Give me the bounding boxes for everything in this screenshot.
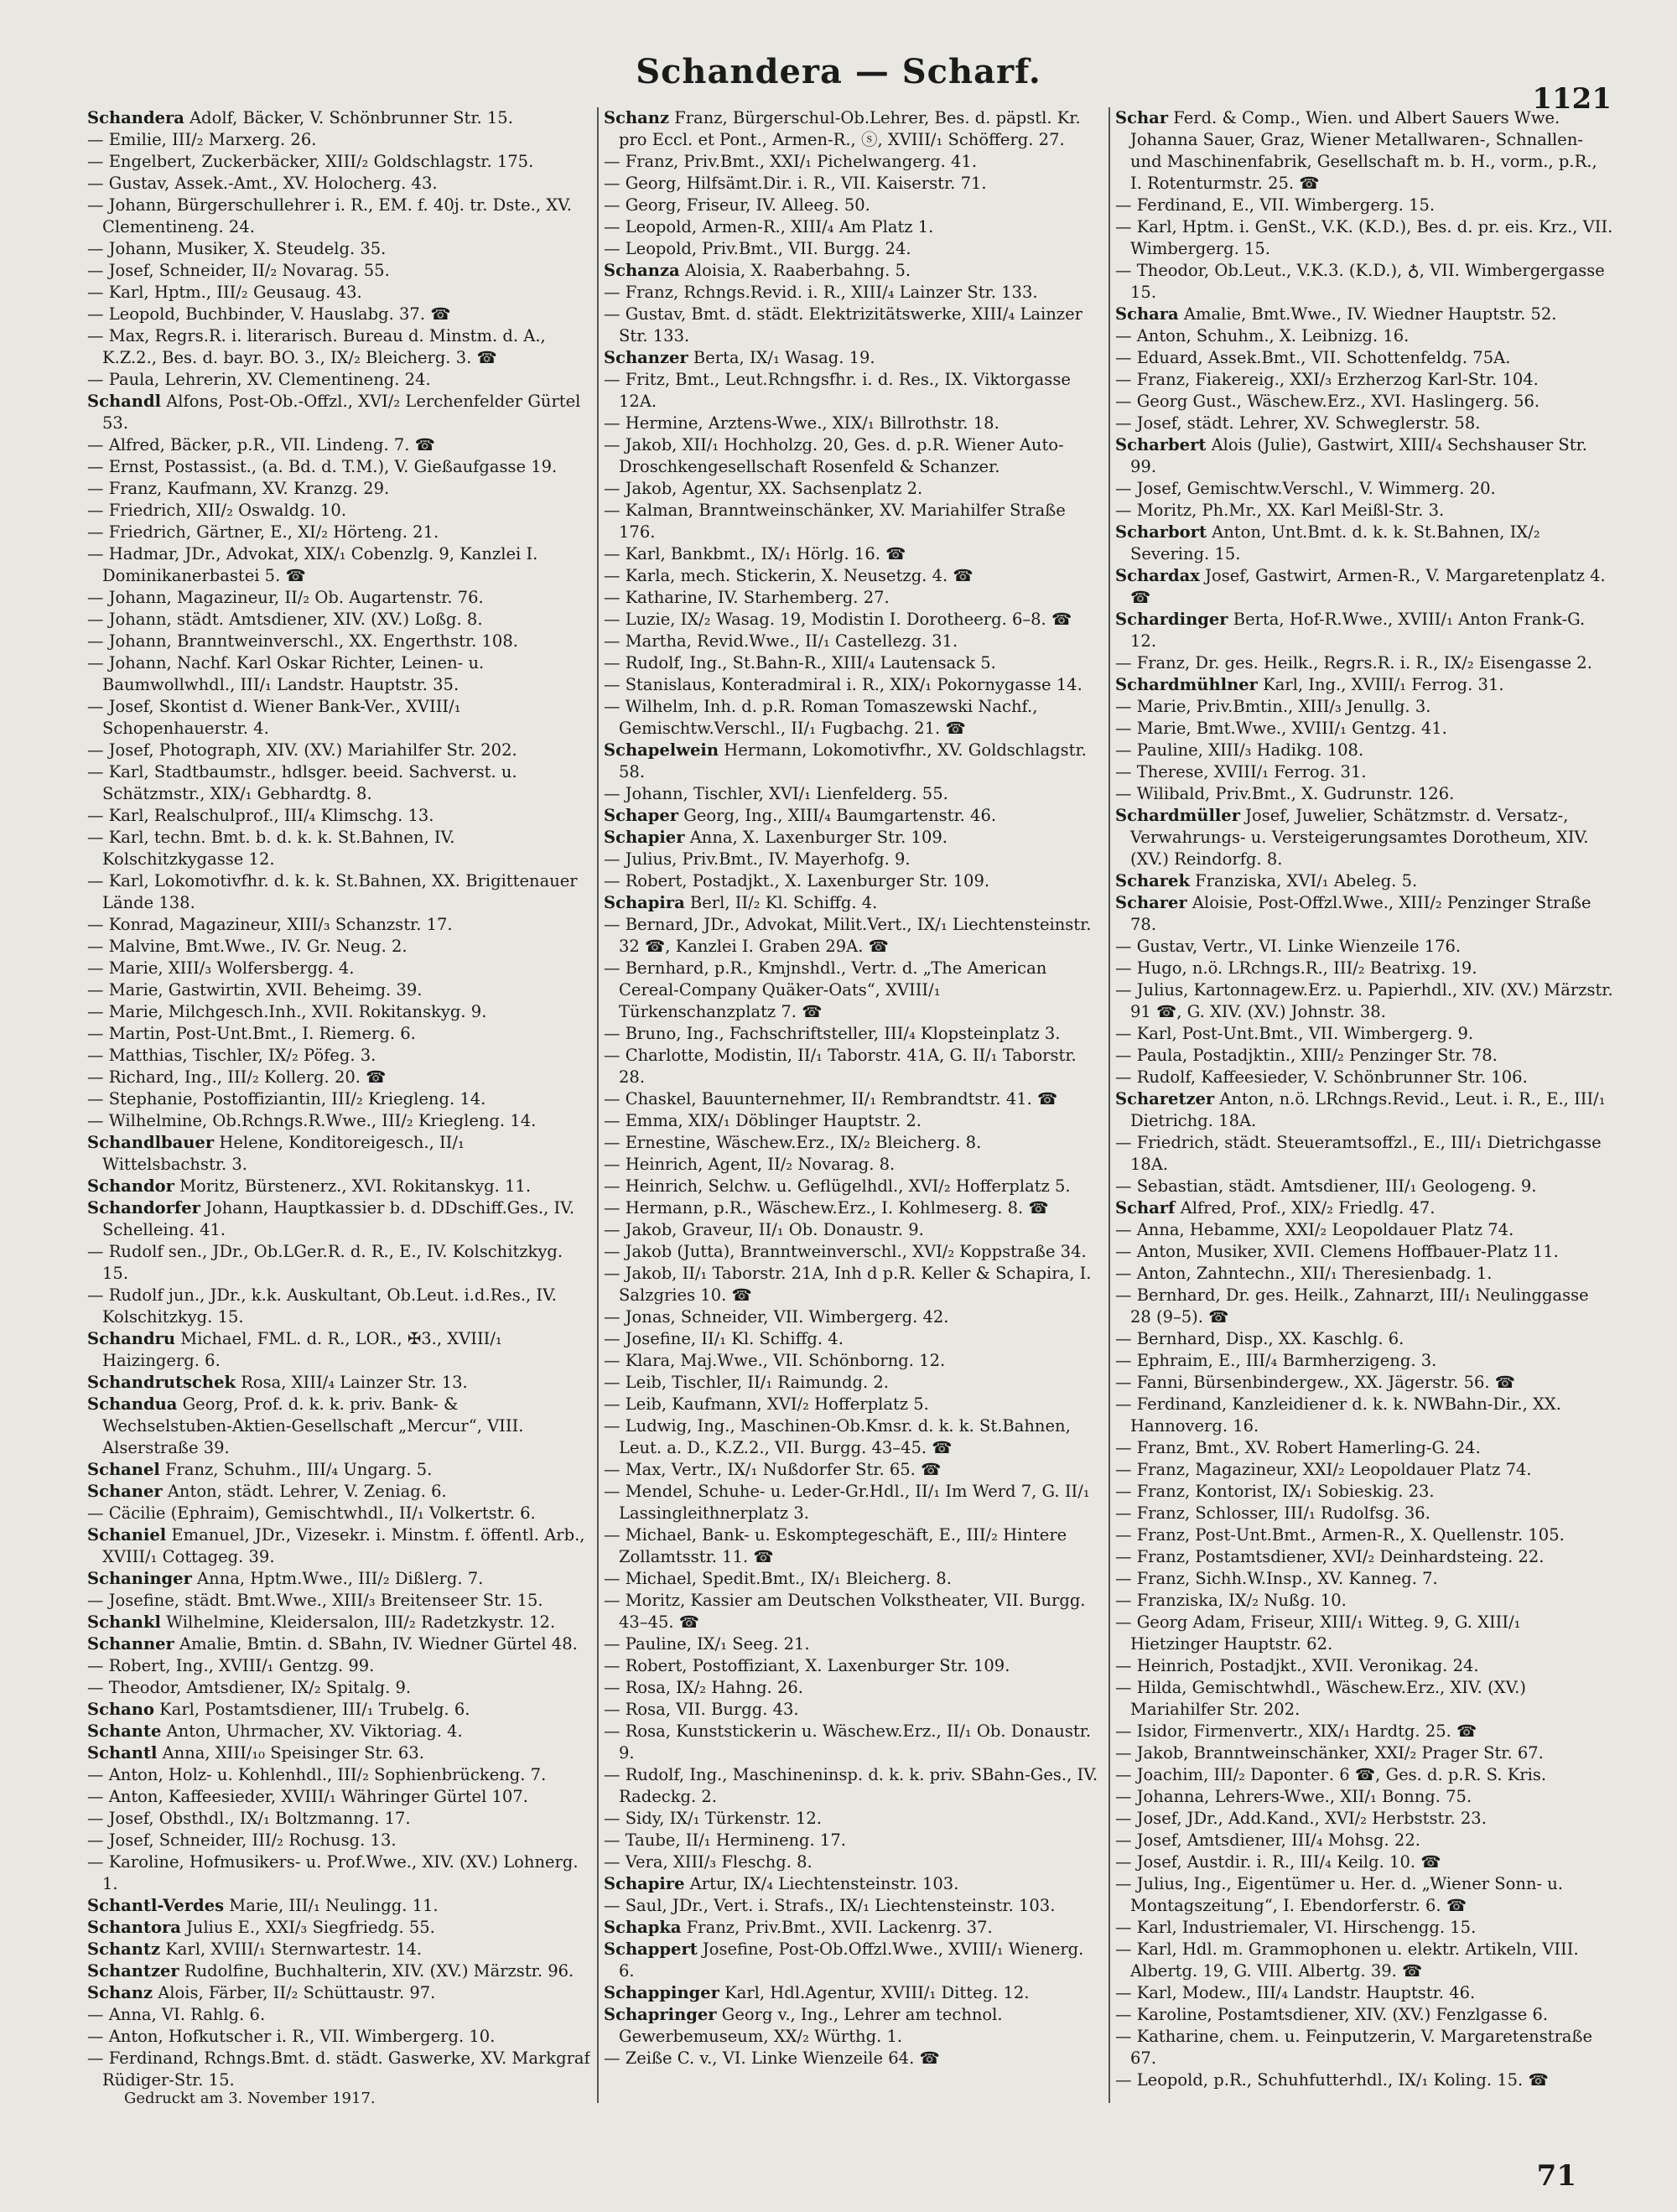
directory-entry: — Malvine, Bmt.Wwe., IV. Gr. Neug. 2. bbox=[87, 937, 408, 956]
directory-entry: — Johann, Nachf. Karl Oskar Richter, Leinen- u. Baumwollwhdl., III/₁ Landstr. Hauptstr. 35. bbox=[87, 653, 485, 694]
directory-entry: Schappinger Karl, Hdl.Agentur, XVIII/₁ Ditteg. 12. bbox=[604, 1983, 1030, 2002]
directory-entry: Schanz Franz, Bürgerschul-Ob.Lehrer, Bes. d. päpstl. Kr. pro Eccl. et Pont., Armen-R., ⓢ, XVIII/₁ Schöfferg. 27. bbox=[604, 108, 1081, 149]
directory-entry: Schankl Wilhelmine, Kleidersalon, III/₂ Radetzkystr. 12. bbox=[87, 1612, 556, 1632]
directory-entry: — Heinrich, Selchw. u. Geflügelhdl., XVI/₂ Hofferplatz 5. bbox=[604, 1176, 1071, 1196]
directory-entry: — Gustav, Vertr., VI. Linke Wienzeile 176. bbox=[1115, 937, 1462, 956]
directory-entry: Schapelwein Hermann, Lokomotivfhr., XV. Goldschlagstr. 58. bbox=[604, 740, 1087, 781]
directory-entry: — Taube, II/₁ Hermineng. 17. bbox=[604, 1830, 846, 1850]
directory-entry: — Konrad, Magazineur, XIII/₃ Schanzstr. 17. bbox=[87, 915, 453, 934]
directory-entry: — Joachim, III/₂ Dapontег. 6 ☎, Ges. d. p.R. S. Kris. bbox=[1115, 1765, 1547, 1784]
directory-entry: — Matthias, Tischler, IX/₂ Pöfeg. 3. bbox=[87, 1046, 376, 1065]
directory-entry: — Ernst, Postassist., (a. Bd. d. T.M.), V. Gießaufgasse 19. bbox=[87, 457, 558, 476]
directory-entry: — Sidy, IX/₁ Türkenstr. 12. bbox=[604, 1809, 823, 1828]
directory-entry: — Jakob, Branntweinschänker, XXI/₂ Prager Str. 67. bbox=[1115, 1743, 1544, 1763]
directory-entry: — Ferdinand, Rchngs.Bmt. d. städt. Gaswerke, XV. Markgraf Rüdiger-Str. 15. bbox=[87, 2048, 590, 2090]
directory-entry: — Jakob, XII/₁ Hochholzg. 20, Ges. d. p.R. Wiener Auto-Droschkengesellschaft Rosenfeld & Schanzer. bbox=[604, 435, 1064, 476]
directory-entry: Schardmühlner Karl, Ing., XVIII/₁ Ferrog. 31. bbox=[1115, 675, 1504, 694]
directory-entry: — Jakob, Agentur, XX. Sachsenplatz 2. bbox=[604, 479, 923, 498]
directory-entry: — Michael, Bank- u. Eskomptegeschäft, E., III/₂ Hintere Zollamtsstr. 11. ☎ bbox=[604, 1525, 1067, 1566]
directory-entry: — Ludwig, Ing., Maschinen-Ob.Kmsr. d. k. k. St.Bahnen, Leut. a. D., K.Z.2., VII. Burgg. 43–45. ☎ bbox=[604, 1416, 1071, 1457]
directory-column-2 bbox=[597, 107, 1102, 2103]
directory-entry: — Marie, Gastwirtin, XVII. Beheimg. 39. bbox=[87, 980, 423, 1000]
directory-entry: — Bruno, Ing., Fachschriftsteller, III/₄ Klopsteinplatz 3. bbox=[604, 1024, 1061, 1043]
directory-entry: Schantzer Rudolfine, Buchhalterin, XIV. (XV.) Märzstr. 96. bbox=[87, 1961, 574, 1981]
directory-entry: Schardinger Berta, Hof-R.Wwe., XVIII/₁ Anton Frank-G. 12. bbox=[1115, 610, 1586, 651]
directory-entry: — Alfred, Bäcker, p.R., VII. Lindeng. 7. ☎ bbox=[87, 435, 435, 454]
directory-entry: — Charlotte, Modistin, II/₁ Taborstr. 41A, G. II/₁ Taborstr. 28. bbox=[604, 1046, 1077, 1087]
directory-entry: — Anton, Hofkutscher i. R., VII. Wimbergerg. 10. bbox=[87, 2027, 496, 2046]
directory-entry: — Jonas, Schneider, VII. Wimbergerg. 42. bbox=[604, 1307, 949, 1327]
directory-entry: — Jakob (Jutta), Branntweinverschl., XVI/₂ Koppstraße 34. bbox=[604, 1242, 1087, 1261]
directory-entry: — Josef, Schneider, II/₂ Novarag. 55. bbox=[87, 261, 390, 280]
directory-entry: — Zeiße C. v., VI. Linke Wienzeile 64. ☎ bbox=[604, 2048, 940, 2068]
directory-entry: — Rudolf sen., JDr., Ob.LGer.R. d. R., E., IV. Kolschitzkyg. 15. bbox=[87, 1242, 563, 1283]
directory-entry: — Saul, JDr., Vert. i. Strafs., IX/₁ Liechtensteinstr. 103. bbox=[604, 1896, 1056, 1915]
directory-entry: Schantl Anna, XIII/₁₀ Speisinger Str. 63. bbox=[87, 1743, 424, 1763]
directory-entry: Scharbort Anton, Unt.Bmt. d. k. k. St.Bahnen, IX/₂ Severing. 15. bbox=[1115, 522, 1540, 563]
directory-entry: Schandorfer Johann, Hauptkassier b. d. DDschiff.Ges., IV. Schelleing. 41. bbox=[87, 1198, 575, 1239]
directory-entry: — Josef, Schneider, III/₂ Rochusg. 13. bbox=[87, 1830, 397, 1850]
directory-entry: Schanz Alois, Färber, II/₂ Schüttaustr. 97. bbox=[87, 1983, 436, 2002]
directory-entry: — Katharine, IV. Starhemberg. 27. bbox=[604, 588, 890, 607]
directory-entry: — Marie, XIII/₃ Wolfersbergg. 4. bbox=[87, 958, 355, 978]
directory-entry: — Eduard, Assek.Bmt., VII. Schottenfeldg. 75A. bbox=[1115, 348, 1511, 367]
directory-entry: — Josefine, II/₁ Kl. Schiffg. 4. bbox=[604, 1329, 844, 1348]
directory-entry: Schapka Franz, Priv.Bmt., XVII. Lackenrg. 37. bbox=[604, 1918, 993, 1937]
directory-entry: — Therese, XVIII/₁ Ferrog. 31. bbox=[1115, 762, 1367, 781]
directory-entry: — Gustav, Bmt. d. städt. Elektrizitätswerke, XIII/₄ Lainzer Str. 133. bbox=[604, 304, 1083, 345]
directory-entry: — Bernhard, Dr. ges. Heilk., Zahnarzt, III/₁ Neulinggasse 28 (9–5). ☎ bbox=[1115, 1285, 1589, 1327]
directory-entry: Schaninger Anna, Hptm.Wwe., III/₂ Dißlerg. 7. bbox=[87, 1569, 484, 1588]
directory-entry: — Hermine, Arztens-Wwe., XIX/₁ Billrothstr. 18. bbox=[604, 413, 999, 433]
directory-entry: — Johann, Musiker, X. Steudelg. 35. bbox=[87, 239, 387, 258]
directory-entry: — Friedrich, städt. Steueramtsoffzl., E., III/₁ Dietrichgasse 18A. bbox=[1115, 1133, 1602, 1174]
directory-entry: — Anton, Holz- u. Kohlenhdl., III/₂ Sophienbrückeng. 7. bbox=[87, 1765, 547, 1784]
directory-entry: — Martha, Revid.Wwe., II/₁ Castellezg. 31. bbox=[604, 631, 958, 651]
directory-entry: — Wilibald, Priv.Bmt., X. Gudrunstr. 126. bbox=[1115, 784, 1455, 803]
directory-entry: — Friedrich, XII/₂ Oswaldg. 10. bbox=[87, 501, 347, 520]
directory-entry: Schantl-Verdes Marie, III/₁ Neulingg. 11. bbox=[87, 1896, 439, 1915]
directory-entry: — Franz, Priv.Bmt., XXI/₁ Pichelwangerg. 41. bbox=[604, 152, 978, 171]
directory-entry: — Josef, Obsthdl., IX/₁ Boltzmanng. 17. bbox=[87, 1809, 411, 1828]
directory-entry: — Katharine, chem. u. Feinputzerin, V. Margaretenstraße 67. bbox=[1115, 2027, 1593, 2068]
directory-entry: — Rudolf, Kaffeesieder, V. Schönbrunner Str. 106. bbox=[1115, 1067, 1528, 1087]
directory-entry: — Theodor, Amtsdiener, IX/₂ Spitalg. 9. bbox=[87, 1678, 412, 1697]
directory-entry: Schapringer Georg v., Ing., Lehrer am technol. Gewerbemuseum, XX/₂ Würthg. 1. bbox=[604, 2005, 1003, 2046]
directory-entry: — Karl, Hptm. i. GenSt., V.K. (K.D.), Bes. d. pr. eis. Krz., VII. Wimbergerg. 15. bbox=[1115, 217, 1613, 258]
directory-entry: — Anna, VI. Rahlg. 6. bbox=[87, 2005, 266, 2024]
directory-entry: — Franz, Magazineur, XXI/₂ Leopoldauer Platz 74. bbox=[1115, 1460, 1532, 1479]
directory-entry: — Rudolf jun., JDr., k.k. Auskultant, Ob.Leut. i.d.Res., IV. Kolschitzkyg. 15. bbox=[87, 1285, 558, 1327]
directory-entry: — Hermann, p.R., Wäschew.Erz., I. Kohlmeserg. 8. ☎ bbox=[604, 1198, 1049, 1218]
directory-entry: — Anton, Musiker, XVII. Clemens Hoffbauer-Platz 11. bbox=[1115, 1242, 1559, 1261]
directory-entry: — Rosa, IX/₂ Hahng. 26. bbox=[604, 1678, 803, 1697]
directory-entry: — Emma, XIX/₁ Döblinger Hauptstr. 2. bbox=[604, 1111, 922, 1130]
directory-entry: — Stephanie, Postoffiziantin, III/₂ Kriegleng. 14. bbox=[87, 1089, 486, 1109]
directory-entry: Schanzer Berta, IX/₁ Wasag. 19. bbox=[604, 348, 875, 367]
directory-entry: — Karl, Stadtbaumstr., hdlsger. beeid. Sachverst. u. Schätzmstr., XIX/₁ Gebhardtg. 8. bbox=[87, 762, 517, 803]
directory-entry: — Heinrich, Agent, II/₂ Novarag. 8. bbox=[604, 1155, 896, 1174]
directory-entry: — Paula, Postadjktin., XIII/₂ Penzinger Str. 78. bbox=[1115, 1046, 1498, 1065]
directory-entry: — Josef, städt. Lehrer, XV. Schweglerstr. 58. bbox=[1115, 413, 1481, 433]
directory-entry: — Karla, mech. Stickerin, X. Neusetzg. 4. ☎ bbox=[604, 566, 973, 585]
directory-entry: Schandlbauer Helene, Konditoreigesch., II/₁ Wittelsbachstr. 3. bbox=[87, 1133, 465, 1174]
directory-entry: — Leib, Kaufmann, XVI/₂ Hofferplatz 5. bbox=[604, 1394, 929, 1414]
directory-entry: — Josef, Skontist d. Wiener Bank-Ver., XVIII/₁ Schopenhauerstr. 4. bbox=[87, 697, 461, 738]
directory-entry: Scharf Alfred, Prof., XIX/₂ Friedlg. 47. bbox=[1115, 1198, 1436, 1218]
directory-entry: — Leopold, Buchbinder, V. Hauslabg. 37. ☎ bbox=[87, 304, 451, 324]
directory-entry: Schaniel Emanuel, JDr., Vizesekr. i. Minstm. f. öffentl. Arb., XVIII/₁ Cottageg. 39. bbox=[87, 1525, 585, 1566]
directory-entry: — Georg Adam, Friseur, XIII/₁ Witteg. 9, G. XIII/₁ Hietzinger Hauptstr. 62. bbox=[1115, 1612, 1521, 1654]
directory-entry: — Georg Gust., Wäschew.Erz., XVI. Haslingerg. 56. bbox=[1115, 392, 1540, 411]
directory-entry: — Georg, Hilfsämt.Dir. i. R., VII. Kaiserstr. 71. bbox=[604, 174, 987, 193]
directory-entry: Schardmüller Josef, Juwelier, Schätzmstr. d. Versatz-, Verwahrungs- u. Versteigerungsamtes Dorotheum, XIV. (XV.) Reindorfg. 8. bbox=[1115, 806, 1589, 869]
directory-entry: — Franz, Postamtsdiener, XVI/₂ Deinhardsteing. 22. bbox=[1115, 1547, 1545, 1566]
directory-entry: — Hadmar, JDr., Advokat, XIX/₁ Cobenzlg. 9, Kanzlei I. Dominikanerbastei 5. ☎ bbox=[87, 544, 538, 585]
directory-entry: — Kalman, Branntweinschänker, XV. Mariahilfer Straße 176. bbox=[604, 501, 1066, 542]
directory-entry: Schanel Franz, Schuhm., III/₄ Ungarg. 5. bbox=[87, 1460, 433, 1479]
directory-entry: — Karl, Hptm., III/₂ Geusaug. 43. bbox=[87, 283, 362, 302]
directory-entry: — Rudolf, Ing., St.Bahn-R., XIII/₄ Lautensack 5. bbox=[604, 653, 996, 672]
directory-entry: — Max, Regrs.R. i. literarisch. Bureau d. Minstm. d. A., K.Z.2., Bes. d. bayr. BO. 3., IX/₂ Bleicherg. 3. ☎ bbox=[87, 326, 546, 367]
directory-entry: — Vera, XIII/₃ Fleschg. 8. bbox=[604, 1852, 813, 1872]
directory-entry: Schantora Julius E., XXI/₃ Siegfriedg. 55. bbox=[87, 1918, 435, 1937]
directory-entry: — Karl, techn. Bmt. b. d. k. k. St.Bahnen, IV. Kolschitzkygasse 12. bbox=[87, 828, 455, 869]
directory-entry: — Josefine, städt. Bmt.Wwe., XIII/₃ Breitenseer Str. 15. bbox=[87, 1591, 543, 1610]
directory-entry: — Franz, Kaufmann, XV. Kranzg. 29. bbox=[87, 479, 390, 498]
directory-entry: — Bernhard, p.R., Kmjnshdl., Vertr. d. „The American Cereal-Company Quäker-Oats“, XVIII/₁ Türkenschanzplatz 7. ☎ bbox=[604, 958, 1047, 1021]
directory-entry: Scharbert Alois (Julie), Gastwirt, XIII/₄ Sechshauser Str. 99. bbox=[1115, 435, 1587, 476]
page-number: 1121 bbox=[1532, 82, 1612, 116]
directory-entry: — Julius, Ing., Eigentümer u. Her. d. „Wiener Sonn- u. Montagszeitung“, I. Ebendorferstr. 6. ☎ bbox=[1115, 1874, 1564, 1915]
directory-entry: — Robert, Ing., XVIII/₁ Gentzg. 99. bbox=[87, 1656, 375, 1675]
directory-entry: — Theodor, Ob.Leut., V.K.3. (K.D.), ♁, VII. Wimbergergasse 15. bbox=[1115, 261, 1605, 302]
directory-entry: — Johann, Magazineur, II/₂ Ob. Augartenstr. 76. bbox=[87, 588, 484, 607]
directory-entry: — Karl, Modew., III/₄ Landstr. Hauptstr. 46. bbox=[1115, 1983, 1476, 2002]
directory-entry: — Klara, Maj.Wwe., VII. Schönborng. 12. bbox=[604, 1351, 946, 1370]
directory-entry: Schante Anton, Uhrmacher, XV. Viktoriag. 4. bbox=[87, 1721, 463, 1741]
directory-column-1 bbox=[87, 107, 590, 2103]
directory-entry: — Chaskel, Bauunternehmer, II/₁ Rembrandtstr. 41. ☎ bbox=[604, 1089, 1058, 1109]
directory-entry: — Josef, Gemischtw.Verschl., V. Wimmerg. 20. bbox=[1115, 479, 1496, 498]
directory-entry: Schaper Georg, Ing., XIII/₄ Baumgartenstr. 46. bbox=[604, 806, 997, 825]
directory-entry: Scharek Franziska, XVI/₁ Abeleg. 5. bbox=[1115, 871, 1418, 891]
directory-entry: — Franz, Post-Unt.Bmt., Armen-R., X. Quellenstr. 105. bbox=[1115, 1525, 1565, 1545]
directory-entry: — Josef, Photograph, XIV. (XV.) Mariahilfer Str. 202. bbox=[87, 740, 517, 760]
directory-entry: — Luzie, IX/₂ Wasag. 19, Modistin I. Dorotheerg. 6–8. ☎ bbox=[604, 610, 1072, 629]
directory-entry: — Franz, Rchngs.Revid. i. R., XIII/₄ Lainzer Str. 133. bbox=[604, 283, 1038, 302]
directory-entry: Schanner Amalie, Bmtin. d. SBahn, IV. Wiedner Gürtel 48. bbox=[87, 1634, 578, 1654]
directory-entry: — Friedrich, Gärtner, E., XI/₂ Hörteng. 21. bbox=[87, 522, 439, 542]
directory-entry: — Ferdinand, Kanzleidiener d. k. k. NWBahn-Dir., XX. Hannoverg. 16. bbox=[1115, 1394, 1561, 1436]
directory-entry: — Johann, Branntweinverschl., XX. Engerthstr. 108. bbox=[87, 631, 518, 651]
directory-entry: Schapire Artur, IX/₄ Liechtensteinstr. 103. bbox=[604, 1874, 959, 1893]
directory-entry: — Max, Vertr., IX/₁ Nußdorfer Str. 65. ☎ bbox=[604, 1460, 942, 1479]
directory-entry: — Julius, Priv.Bmt., IV. Mayerhofg. 9. bbox=[604, 849, 911, 869]
directory-entry: — Stanislaus, Konteradmiral i. R., XIX/₁ Pokornygasse 14. bbox=[604, 675, 1083, 694]
directory-entry: — Franz, Kontorist, IX/₁ Sobieskig. 23. bbox=[1115, 1482, 1435, 1501]
directory-entry: — Karoline, Hofmusikers- u. Prof.Wwe., XIV. (XV.) Lohnerg. 1. bbox=[87, 1852, 579, 1893]
directory-entry: — Heinrich, Postadjkt., XVII. Veronikag. 24. bbox=[1115, 1656, 1479, 1675]
directory-entry: — Martin, Post-Unt.Bmt., I. Riemerg. 6. bbox=[87, 1024, 416, 1043]
directory-entry: — Ernestine, Wäschew.Erz., IX/₂ Bleicherg. 8. bbox=[604, 1133, 982, 1152]
directory-entry: — Franz, Sichh.W.Insp., XV. Kanneg. 7. bbox=[1115, 1569, 1438, 1588]
directory-entry: — Pauline, IX/₁ Seeg. 21. bbox=[604, 1634, 810, 1654]
directory-entry: — Wilhelm, Inh. d. p.R. Roman Tomaszewski Nachf., Gemischtw.Verschl., II/₁ Fugbachg. 21. ☎ bbox=[604, 697, 1038, 738]
directory-entry: — Karl, Bankbmt., IX/₁ Hörlg. 16. ☎ bbox=[604, 544, 906, 563]
directory-entry: — Anna, Hebamme, XXI/₂ Leopoldauer Platz 74. bbox=[1115, 1220, 1514, 1239]
directory-entry: — Bernhard, Disp., XX. Kaschlg. 6. bbox=[1115, 1329, 1404, 1348]
directory-entry: — Karl, Lokomotivfhr. d. k. k. St.Bahnen, XX. Brigittenauer Lände 138. bbox=[87, 871, 578, 912]
directory-entry: — Franz, Dr. ges. Heilk., Regrs.R. i. R., IX/₂ Eisengasse 2. bbox=[1115, 653, 1592, 672]
sheet-number: 71 bbox=[1536, 2159, 1576, 2193]
directory-entry: — Michael, Spedit.Bmt., IX/₁ Bleicherg. 8. bbox=[604, 1569, 952, 1588]
directory-entry: Schandor Moritz, Bürstenerz., XVI. Rokitanskyg. 11. bbox=[87, 1176, 532, 1196]
directory-entry: — Johann, Tischler, XVI/₁ Lienfelderg. 55. bbox=[604, 784, 948, 803]
directory-entry: Schandru Michael, FML. d. R., LOR., ✠3., XVIII/₁ Haizingerg. 6. bbox=[87, 1329, 502, 1370]
directory-entry: — Sebastian, städt. Amtsdiener, III/₁ Geologeng. 9. bbox=[1115, 1176, 1537, 1196]
directory-entry: — Jakob, Graveur, II/₁ Ob. Donaustr. 9. bbox=[604, 1220, 924, 1239]
directory-entry: — Ephraim, E., III/₄ Barmherzigeng. 3. bbox=[1115, 1351, 1437, 1370]
directory-entry: — Leopold, Armen-R., XIII/₄ Am Platz 1. bbox=[604, 217, 934, 236]
directory-entry: Schara Amalie, Bmt.Wwe., IV. Wiedner Hauptstr. 52. bbox=[1115, 304, 1557, 324]
directory-entry: — Karl, Industriemaler, VI. Hirschengg. 15. bbox=[1115, 1918, 1477, 1937]
directory-entry: — Fritz, Bmt., Leut.Rchngsfhr. i. d. Res., IX. Viktorgasse 12A. bbox=[604, 370, 1071, 411]
directory-entry: — Josef, Austdir. i. R., III/₄ Keilg. 10. ☎ bbox=[1115, 1852, 1441, 1872]
directory-entry: — Emilie, III/₂ Marxerg. 26. bbox=[87, 130, 317, 149]
directory-entry: — Franz, Fiakereig., XXI/₃ Erzherzog Karl-Str. 104. bbox=[1115, 370, 1539, 389]
directory-entry: — Rosa, VII. Burgg. 43. bbox=[604, 1700, 799, 1719]
directory-entry: — Karl, Hdl. m. Grammophonen u. elektr. Artikeln, VIII. Albertg. 19, G. VIII. Albertg. 39. ☎ bbox=[1115, 1939, 1579, 1981]
directory-entry: — Hilda, Gemischtwhdl., Wäschew.Erz., XIV. (XV.) Mariahilfer Str. 202. bbox=[1115, 1678, 1527, 1719]
directory-entry: — Johann, städt. Amtsdiener, XIV. (XV.) Loßg. 8. bbox=[87, 610, 483, 629]
directory-entry: — Leopold, Priv.Bmt., VII. Burgg. 24. bbox=[604, 239, 911, 258]
directory-entry: — Wilhelmine, Ob.Rchngs.R.Wwe., III/₂ Kriegleng. 14. bbox=[87, 1111, 537, 1130]
print-date: Gedruckt am 3. November 1917. bbox=[124, 2090, 376, 2107]
directory-entry: — Franz, Schlosser, III/₁ Rudolfsg. 36. bbox=[1115, 1503, 1430, 1523]
directory-entry: — Paula, Lehrerin, XV. Clementineng. 24. bbox=[87, 370, 431, 389]
directory-entry: — Marie, Bmt.Wwe., XVIII/₁ Gentzg. 41. bbox=[1115, 719, 1447, 738]
directory-entry: — Fanni, Bürsenbindergew., XX. Jägerstr. 56. ☎ bbox=[1115, 1373, 1516, 1392]
directory-entry: — Robert, Postoffiziant, X. Laxenburger Str. 109. bbox=[604, 1656, 1010, 1675]
directory-entry: Scharetzer Anton, n.ö. LRchngs.Revid., Leut. i. R., E., III/₁ Dietrichg. 18A. bbox=[1115, 1089, 1606, 1130]
directory-entry: — Leib, Tischler, II/₁ Raimundg. 2. bbox=[604, 1373, 889, 1392]
page-title: Schandera — Scharf. bbox=[636, 52, 1041, 91]
directory-entry: Schantz Karl, XVIII/₁ Sternwartestr. 14. bbox=[87, 1939, 423, 1959]
directory-entry: — Jakob, II/₁ Taborstr. 21A, Inh d p.R. Keller & Schapira, I. Salzgries 10. ☎ bbox=[604, 1264, 1092, 1305]
directory-entry: — Moritz, Ph.Mr., XX. Karl Meißl-Str. 3. bbox=[1115, 501, 1445, 520]
directory-entry: Schapira Berl, II/₂ Kl. Schiffg. 4. bbox=[604, 893, 878, 912]
directory-entry: — Moritz, Kassier am Deutschen Volkstheater, VII. Burgg. 43–45. ☎ bbox=[604, 1591, 1086, 1632]
directory-column-3 bbox=[1108, 107, 1613, 2103]
directory-entry: — Marie, Milchgesch.Inh., XVII. Rokitanskyg. 9. bbox=[87, 1002, 487, 1021]
directory-entry: Schardax Josef, Gastwirt, Armen-R., V. Margaretenplatz 4. ☎ bbox=[1115, 566, 1606, 607]
directory-entry: — Anton, Schuhm., X. Leibnizg. 16. bbox=[1115, 326, 1410, 345]
directory-entry: — Franz, Bmt., XV. Robert Hamerling-G. 24. bbox=[1115, 1438, 1481, 1457]
directory-entry: — Hugo, n.ö. LRchngs.R., III/₂ Beatrixg. 19. bbox=[1115, 958, 1477, 978]
directory-entry: Schapier Anna, X. Laxenburger Str. 109. bbox=[604, 828, 948, 847]
directory-entry: — Engelbert, Zuckerbäcker, XIII/₂ Goldschlagstr. 175. bbox=[87, 152, 534, 171]
directory-entry: — Cäcilie (Ephraim), Gemischtwhdl., II/₁ Volkertstr. 6. bbox=[87, 1503, 536, 1523]
directory-entry: — Franziska, IX/₂ Nußg. 10. bbox=[1115, 1591, 1347, 1610]
directory-entry: — Johanna, Lehrers-Wwe., XII/₁ Bonng. 75. bbox=[1115, 1787, 1472, 1806]
directory-entry: — Josef, Amtsdiener, III/₄ Mohsg. 22. bbox=[1115, 1830, 1420, 1850]
directory-entry: Schandua Georg, Prof. d. k. k. priv. Bank- & Wechselstuben-Aktien-Gesellschaft „Mercur“, VIII. Alserstraße 39. bbox=[87, 1394, 524, 1457]
directory-entry: — Robert, Postadjkt., X. Laxenburger Str. 109. bbox=[604, 871, 990, 891]
directory-entry: — Mendel, Schuhe- u. Leder-Gr.Hdl., II/₁ Im Werd 7, G. II/₁ Lassingleithnerplatz 3. bbox=[604, 1482, 1090, 1523]
directory-entry: Schanza Aloisia, X. Raaberbahng. 5. bbox=[604, 261, 911, 280]
directory-entry: — Leopold, p.R., Schuhfutterhdl., IX/₁ Koling. 15. ☎ bbox=[1115, 2070, 1549, 2090]
directory-entry: — Pauline, XIII/₃ Hadikg. 108. bbox=[1115, 740, 1364, 760]
directory-entry: — Anton, Zahntechn., XII/₁ Theresienbadg. 1. bbox=[1115, 1264, 1493, 1283]
directory-entry: — Rudolf, Ing., Maschineninsp. d. k. k. priv. SBahn-Ges., IV. Radeckg. 2. bbox=[604, 1765, 1098, 1806]
directory-entry: Schar Ferd. & Comp., Wien. und Albert Sauers Wwe. Johanna Sauer, Graz, Wiener Metallwaren-, Schnallen- und Maschinenfabrik, Gesellschaft m. b. H., vorm., p.R., I. Rotenturmstr. 25. ☎ bbox=[1115, 108, 1597, 193]
directory-entry: — Julius, Kartonnagew.Erz. u. Papierhdl., XIV. (XV.) Märzstr. 91 ☎, G. XIV. (XV.) Johnstr. 38. bbox=[1115, 980, 1613, 1021]
directory-entry: Schaner Anton, städt. Lehrer, V. Zeniag. 6. bbox=[87, 1482, 447, 1501]
directory-entry: — Bernard, JDr., Advokat, Milit.Vert., IX/₁ Liechtensteinstr. 32 ☎, Kanzlei I. Graben 29A. ☎ bbox=[604, 915, 1092, 956]
directory-entry: — Karl, Post-Unt.Bmt., VII. Wimbergerg. 9. bbox=[1115, 1024, 1474, 1043]
directory-entry: — Karoline, Postamtsdiener, XIV. (XV.) Fenzlgasse 6. bbox=[1115, 2005, 1549, 2024]
directory-entry: — Johann, Bürgerschullehrer i. R., EM. f. 40j. tr. Dste., XV. Clementineng. 24. bbox=[87, 195, 572, 236]
directory-entry: — Karl, Realschulprof., III/₄ Klimschg. 13. bbox=[87, 806, 434, 825]
directory-entry: — Isidor, Firmenvertr., XIX/₁ Hardtg. 25. ☎ bbox=[1115, 1721, 1477, 1741]
directory-entry: — Richard, Ing., III/₂ Kollerg. 20. ☎ bbox=[87, 1067, 387, 1087]
directory-entry: — Rosa, Kunststickerin u. Wäschew.Erz., II/₁ Ob. Donaustr. 9. bbox=[604, 1721, 1092, 1763]
directory-entry: Schandera Adolf, Bäcker, V. Schönbrunner Str. 15. bbox=[87, 108, 513, 127]
directory-entry: — Ferdinand, E., VII. Wimbergerg. 15. bbox=[1115, 195, 1436, 215]
directory-entry: — Josef, JDr., Add.Kand., XVI/₂ Herbststr. 23. bbox=[1115, 1809, 1487, 1828]
directory-entry: Schano Karl, Postamtsdiener, III/₁ Trubelg. 6. bbox=[87, 1700, 470, 1719]
directory-entry: Schappert Josefine, Post-Ob.Offzl.Wwe., XVIII/₁ Wienerg. 6. bbox=[604, 1939, 1084, 1981]
directory-entry: — Anton, Kaffeesieder, XVIII/₁ Währinger Gürtel 107. bbox=[87, 1787, 528, 1806]
directory-entry: — Gustav, Assek.-Amt., XV. Holocherg. 43. bbox=[87, 174, 438, 193]
directory-entry: — Marie, Priv.Bmtin., XIII/₃ Jenullg. 3. bbox=[1115, 697, 1431, 716]
directory-entry: Scharer Aloisie, Post-Offzl.Wwe., XIII/₂ Penzinger Straße 78. bbox=[1115, 893, 1591, 934]
directory-entry: — Georg, Friseur, IV. Alleeg. 50. bbox=[604, 195, 870, 215]
directory-entry: Schandl Alfons, Post-Ob.-Offzl., XVI/₂ Lerchenfelder Gürtel 53. bbox=[87, 392, 581, 433]
directory-entry: Schandrutschek Rosa, XIII/₄ Lainzer Str. 13. bbox=[87, 1373, 468, 1392]
